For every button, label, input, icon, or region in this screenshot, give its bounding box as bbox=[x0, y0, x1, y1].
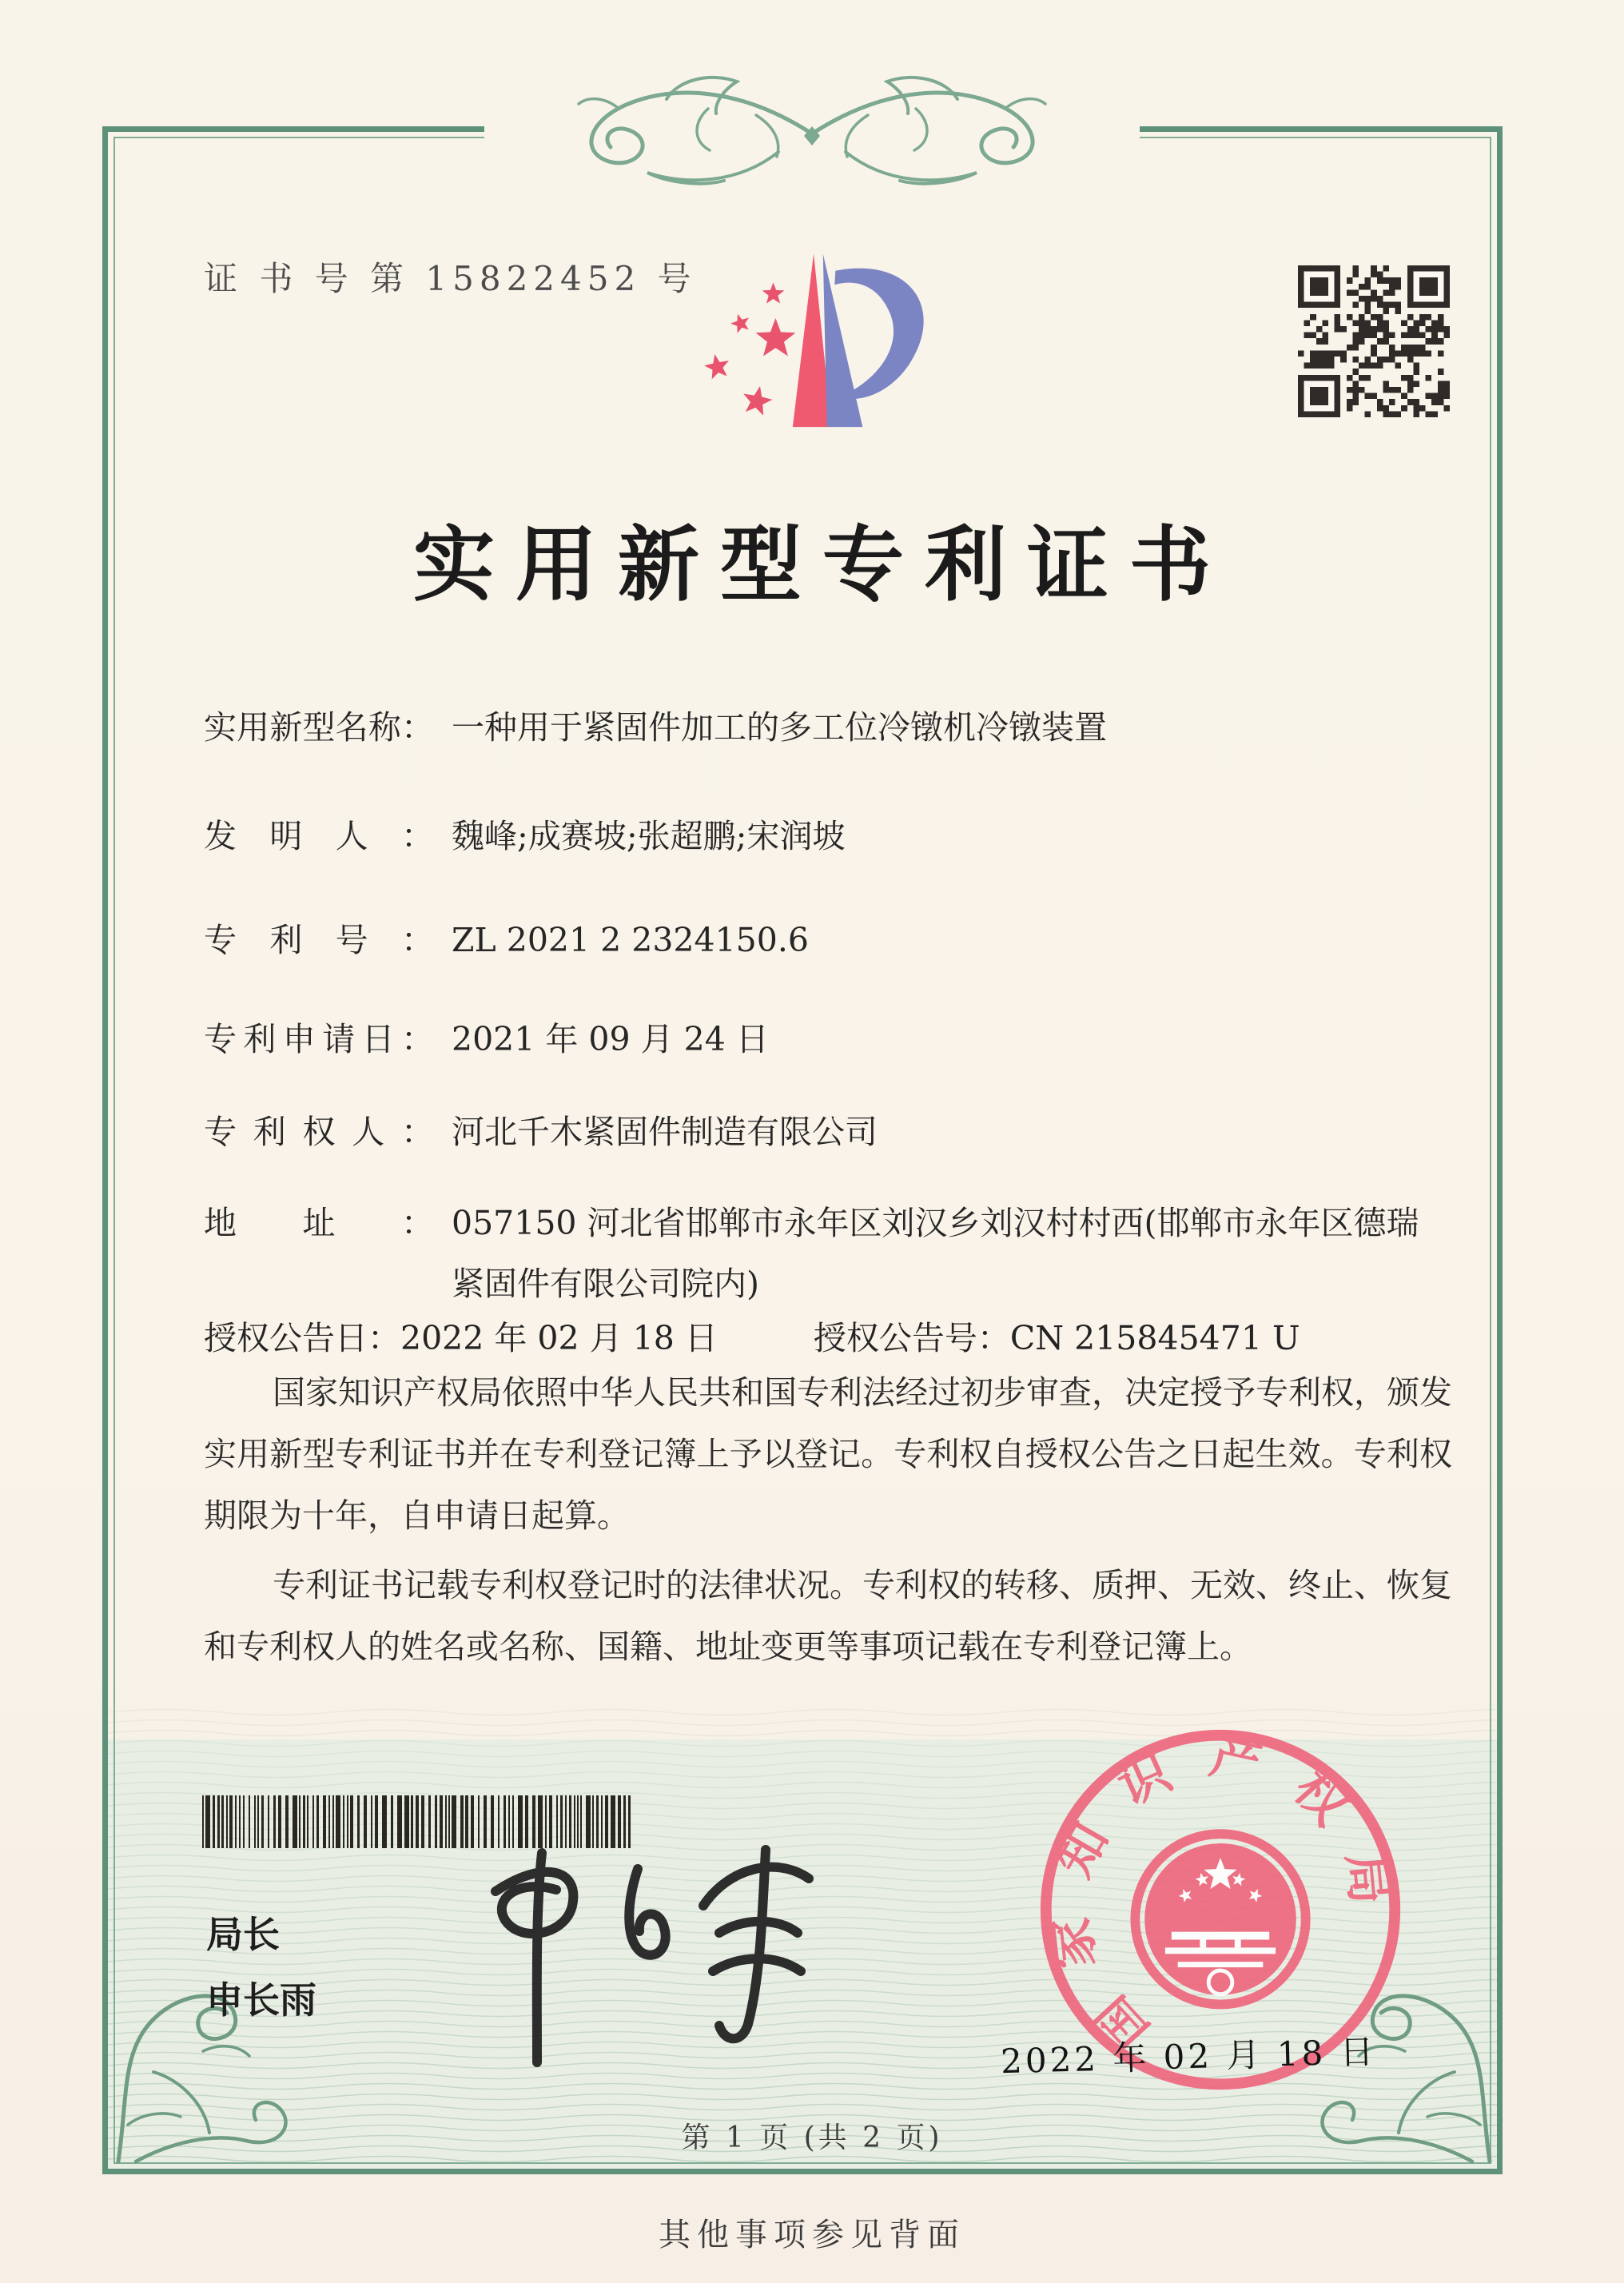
field-value: 河北千木紧固件制造有限公司 bbox=[452, 1113, 878, 1151]
field-patent-number bbox=[204, 910, 809, 970]
field-filing-date bbox=[204, 1009, 769, 1070]
cnipa-logo bbox=[676, 227, 956, 467]
grant-date: 2022 年 02 月 18 日 bbox=[400, 1319, 718, 1357]
certificate-number: 证 书 号 第 15822452 号 bbox=[204, 259, 697, 298]
certificate-title: 实用新型专利证书 bbox=[413, 517, 1232, 613]
commissioner-signature bbox=[416, 1823, 879, 2078]
seal-org-text: 国家知识产权局 bbox=[1037, 1725, 1403, 2062]
field-value: 魏峰;成赛坡;张超鹏;宋润坡 bbox=[452, 817, 846, 855]
field-label: 地址： bbox=[204, 1204, 434, 1242]
signer-name: 申长雨 bbox=[206, 1978, 316, 2022]
field-inventors bbox=[204, 806, 845, 867]
dragon-ornament bbox=[460, 62, 1164, 200]
grant-date-label: 授权公告日： bbox=[204, 1319, 400, 1357]
grant-number: CN 215845471 U bbox=[1009, 1319, 1300, 1357]
paragraph-grant-statement: 国家知识产权局依照中华人民共和国专利法经过初步审查，决定授予专利权，颁发实用新型专利证书并在专利登记簿上予以登记。专利权自授权公告之日起生效。专利权期限为十年，自申请日起算。 bbox=[204, 1373, 1452, 1535]
grant-row bbox=[204, 1308, 1451, 1369]
national-emblem bbox=[1135, 1834, 1305, 2004]
logo-stars bbox=[704, 282, 795, 415]
signer-title: 局长 bbox=[206, 1913, 280, 1956]
field-label: 专利号： bbox=[204, 921, 434, 959]
field-utility-model-name bbox=[204, 697, 1107, 758]
paragraph-register-statement: 专利证书记载专利权登记时的法律状况。专利权的转移、质押、无效、终止、恢复和专利权人的姓名或名称、国籍、地址变更等事项记载在专利登记簿上。 bbox=[204, 1566, 1452, 1666]
field-label: 专利申请日： bbox=[204, 1020, 434, 1058]
field-value: 057150 河北省邯郸市永年区刘汉乡刘汉村村西(邯郸市永年区德瑞紧固件有限公司院内) bbox=[452, 1204, 1419, 1303]
field-patentee bbox=[204, 1102, 878, 1162]
seal-date: 2022 年 02 月 18 日 bbox=[1000, 2031, 1378, 2082]
field-value: ZL 2021 2 2324150.6 bbox=[452, 921, 809, 959]
qr-code bbox=[1298, 265, 1450, 417]
grant-number-label: 授权公告号： bbox=[813, 1319, 1010, 1357]
field-value: 2021 年 09 月 24 日 bbox=[452, 1020, 769, 1058]
field-value: 一种用于紧固件加工的多工位冷镦机冷镦装置 bbox=[452, 708, 1107, 747]
back-side-note: 其他事项参见背面 bbox=[659, 2217, 965, 2253]
field-label: 发明人： bbox=[204, 817, 434, 855]
legal-paragraphs bbox=[204, 1362, 1452, 1686]
field-label: 专利权人： bbox=[204, 1113, 434, 1151]
field-label: 实用新型名称： bbox=[204, 708, 434, 747]
field-address bbox=[204, 1193, 1443, 1314]
page-number: 第 1 页 (共 2 页) bbox=[681, 2122, 943, 2154]
